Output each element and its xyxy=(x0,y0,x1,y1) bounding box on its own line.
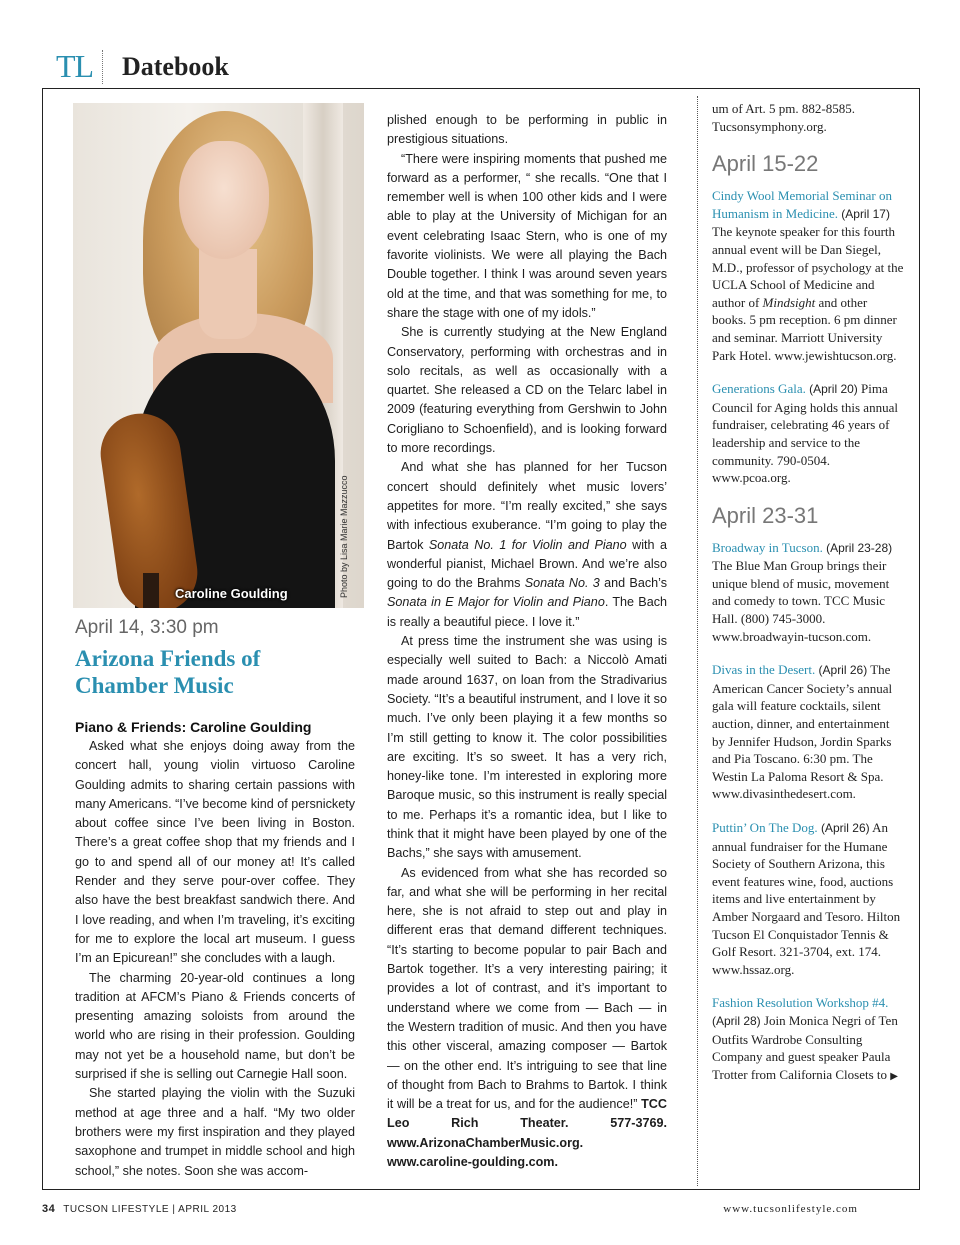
photo-face xyxy=(179,141,269,259)
article-body-left xyxy=(75,737,355,1181)
listing-date: (April 26) xyxy=(818,663,868,678)
listing-date: (April 23-28) xyxy=(826,540,893,555)
date-range-heading: April 15-22 xyxy=(712,151,819,177)
work-title: Sonata No. 1 for Violin and Piano xyxy=(428,537,627,552)
book-title: Mindsight xyxy=(762,294,816,310)
work-title: Sonata No. 3 xyxy=(524,576,600,591)
listing-item xyxy=(712,380,904,487)
article-paragraph: At press time the instrument she was using is especially well suited to Bach: a Niccolò Amati made around 1637, on loan from the Stradivarius Society. “It’s a beautiful instrument, and I love it so much. I’ve only been playing it a few months so I’m still getting to know it. The color possibilities are exciting. It’s so sweet. It has a very rich, honey-like tone. I’m interested in exploring more Baroque music, so this instrument is really special to me. Perhaps it’s a romantic idea, but I like to think that it might have been played by one of the Bachs,” she says with amusement. xyxy=(387,634,667,861)
footer-url: www.tucsonlifestyle.com xyxy=(723,1203,858,1215)
publication-line: TUCSON LIFESTYLE | APRIL 2013 xyxy=(63,1204,237,1215)
article-paragraph: The charming 20-year-old continues a long tradition at AFCM’s Piano & Friends concerts of presenting amazing soloists from around the world who are rising in their profession. Goulding may not yet be a household name, but don’t be surprised if she is selling out Carnegie Hall soon. xyxy=(75,970,355,1082)
listing-item xyxy=(712,994,904,1085)
page-footer xyxy=(42,1203,237,1215)
listing-carryover: um of Art. 5 pm. 882-8585. Tucsonsymphony.org. xyxy=(712,101,855,134)
listing-date: (April 28) xyxy=(712,1013,761,1028)
text-run: and Bach’s xyxy=(599,576,667,591)
listing-date: (April 17) xyxy=(841,206,890,221)
listing-text: Pima Council for Aging holds this annual fundraiser, celebrating 46 years of leadership and service to the community. 790-0504. www.pcoa.org. xyxy=(712,381,898,486)
event-date: April 14, 3:30 pm xyxy=(75,617,219,638)
text-run: . The Bach is really a beautiful piece. I love it.” xyxy=(387,595,667,629)
column-divider xyxy=(697,96,698,1186)
article-paragraph: plished enough to be performing in public in prestigious situations. xyxy=(387,113,667,147)
feature-middle-column xyxy=(387,111,667,1172)
listing-item xyxy=(712,187,904,364)
event-title-line1: Arizona Friends of xyxy=(75,646,261,671)
page-header xyxy=(42,44,922,90)
article-paragraph xyxy=(387,458,667,632)
listing-item xyxy=(712,539,904,646)
violin-scroll xyxy=(143,573,159,608)
page-number: 34 xyxy=(42,1203,56,1215)
listing-text: and other books. 5 pm reception. 6 pm dinner and seminar. Marriott University Park Hotel. www.jewishtucson.org. xyxy=(712,294,897,363)
listing-date: (April 20) xyxy=(809,382,858,397)
venue-contact: TCC Leo Rich Theater. 577-3769. www.ArizonaChamberMusic.org. www.caroline-goulding.com. xyxy=(387,1097,667,1170)
photo-caption: Caroline Goulding xyxy=(175,586,288,601)
article-paragraph xyxy=(387,864,667,1173)
event-title xyxy=(75,645,355,699)
listing-name: Cindy Wool Memorial Seminar on Humanism in Medicine. xyxy=(712,188,892,221)
work-title: Sonata in E Major for Violin and Piano xyxy=(387,595,605,610)
photo-credit: Photo by Lisa Marie Mazzucco xyxy=(339,475,349,598)
photo-neck xyxy=(199,249,257,339)
listing-text: The Blue Man Group brings their unique blend of music, movement and comedy to town. TCC Music Hall. (800) 745-3000. www.broadwayin-tucson.com. xyxy=(712,558,890,644)
tl-logo: TL xyxy=(56,48,94,84)
listing-name: Puttin’ On The Dog. xyxy=(712,820,818,835)
listing-item xyxy=(712,819,904,978)
article-paragraph: Asked what she enjoys doing away from the concert hall, young violin virtuoso Caroline Goulding admits to sharing certain passions with many Americans. “I’ve become kind of persnickety about coffee since I’ve been living in Boston. There’s a great coffee shop that my friends and I go to and spend all of our money at! It’s called Render and they serve pour-over coffee. They also have the best breakfast sandwich there. And I love reading, and when I’m traveling, it’s exciting for me to explore the local art museum. I guess I’m an Epicurean!” she concludes with a laugh. xyxy=(75,739,355,966)
article-paragraph: She is currently studying at the New England Conservatory, performing with orchestras and in solo recitals, as well as occasionally with a quartet. She released a CD on the Telarc label in 2009 (featuring everything from Gershwin to John Corigliano to Schoenfield), and is looking forward to more recordings. xyxy=(387,325,667,456)
listing-date: (April 26) xyxy=(820,821,870,835)
article-paragraph: “There were inspiring moments that pushed me forward as a performer, “ she recalls. “One that I remember well is when 100 other kids and I were able to play at the University of Michigan for an event celebrating Isaac Stern, who is one of my favorite violinists. We were all playing the Bach Double together. I think I was around seven years old at the time, and that was something for me, to share the stage with one of my idols.” xyxy=(387,151,667,320)
text-run: As evidenced from what she has recorded so far, and what she will be performing in her recital here, she is not afraid to step out and play in different eras that demand different techniques. “It’s starting to become popular to pair Bach and Bartok together. It’s a very interesting pairing; it provides a lot of contrast, and it’s important to understand where we come from — Bach — in the Western tradition of music. And then you have this other visceral, amazing composer — Bartok — on the other end. It’s intriguing to see that line of thought from Bach to Brahms to Bartok. I think it will be a treat for us, and for the audience!” xyxy=(387,865,667,1112)
listing-name: Fashion Resolution Workshop #4. xyxy=(712,995,889,1011)
date-range-heading: April 23-31 xyxy=(712,502,819,528)
listing-text: The American Cancer Society’s annual gala will feature cocktails, silent auction, dinner, and entertainment by Jennifer Hudson, Jordin Sparks and Pia Toscano. 6:30 pm. The Westin La Paloma Resort & Spa. www.divasinthedesert.com. xyxy=(712,662,893,802)
listing-text: An annual fundraiser for the Humane Society of Southern Arizona, this event features wine, food, auctions items and live entertainment by Amber Norgaard and Tesoro. Hilton Tucson El Conquistador Tennis & Golf Resort. 321-3704, ext. 174. www.hssaz.org. xyxy=(712,820,901,977)
listing-item xyxy=(712,661,904,803)
listing-name: Generations Gala. xyxy=(712,381,806,397)
text-run: with a wonderful pianist, Michael Brown. And we’re also going to do the Brahms xyxy=(387,537,667,591)
header-separator xyxy=(102,50,103,84)
event-subtitle: Piano & Friends: Caroline Goulding xyxy=(75,719,312,735)
event-title-line2: Chamber Music xyxy=(75,673,234,698)
continue-arrow-icon: ▶ xyxy=(890,1070,898,1082)
text-run: And what she has planned for her Tucson concert should definitely whet music lovers’ appetites for more. “I’m really excited,” she says with infectious exuberance. “I’m going to play the Bartok xyxy=(387,460,667,552)
feature-left-column xyxy=(75,617,355,1181)
listing-text: Join Monica Negri of Ten Outfits Wardrobe Consulting Company and guest speaker Paula Trotter from California Closets to xyxy=(712,1012,898,1082)
listings-column xyxy=(712,100,904,1101)
feature-photo xyxy=(73,103,364,608)
section-title: Datebook xyxy=(122,52,229,81)
article-paragraph: She started playing the violin with the Suzuki method at age three and a half. “My two older brothers were my first inspiration and they played saxophone and trumpet in middle school and high school,” she notes. Soon she was accom- xyxy=(75,1086,355,1178)
listing-name: Broadway in Tucson. xyxy=(712,539,823,555)
listing-name: Divas in the Desert. xyxy=(712,662,816,678)
listing-text: The keynote speaker for this fourth annual event will be Dan Siegel, M.D., professor of psychology at the UCLA School of Medicine and author of xyxy=(712,224,904,310)
